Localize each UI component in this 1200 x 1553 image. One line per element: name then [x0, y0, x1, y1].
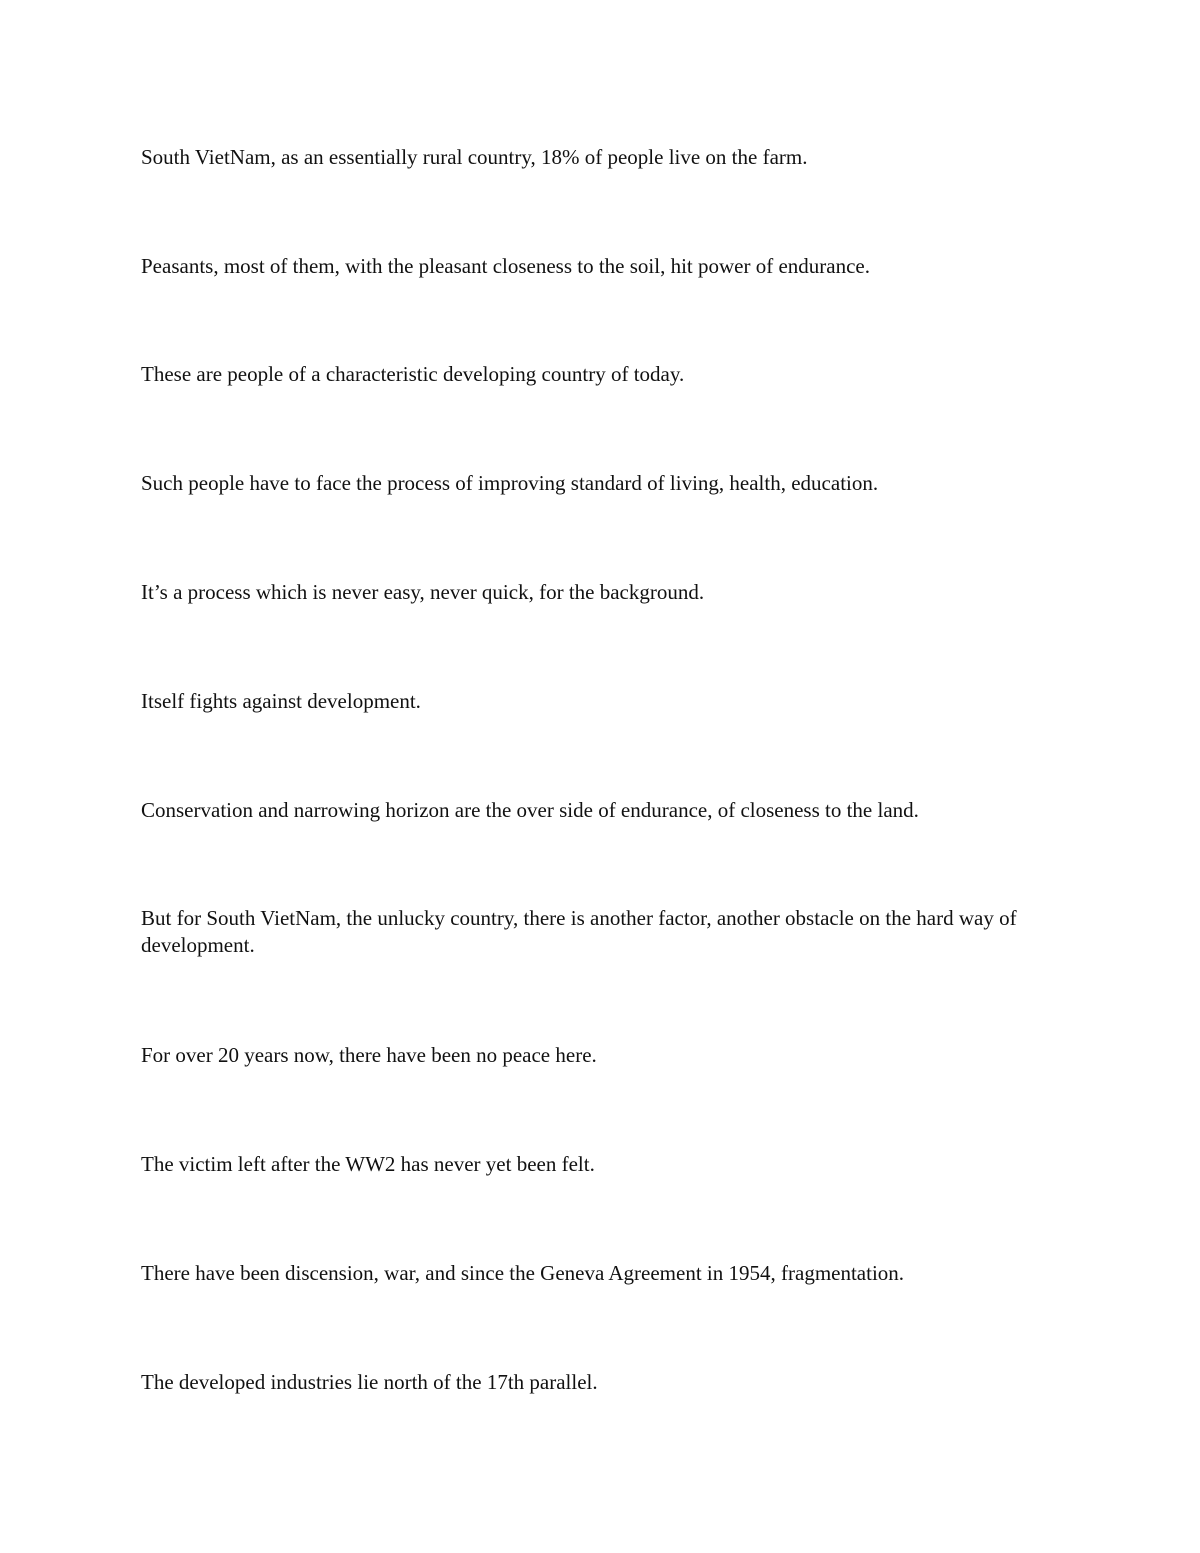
- paragraph: Such people have to face the process of improving standard of living, health, education.: [141, 471, 879, 495]
- paragraph: South VietNam, as an essentially rural country, 18% of people live on the farm.: [141, 145, 808, 169]
- paragraph: The victim left after the WW2 has never yet been felt.: [141, 1152, 595, 1176]
- paragraph: There have been discension, war, and since the Geneva Agreement in 1954, fragmentation.: [141, 1261, 905, 1285]
- paragraph: It’s a process which is never easy, never quick, for the background.: [141, 580, 705, 604]
- paragraph: These are people of a characteristic developing country of today.: [141, 362, 685, 386]
- paragraph: Itself fights against development.: [141, 689, 421, 713]
- paragraph: For over 20 years now, there have been no peace here.: [141, 1043, 597, 1067]
- paragraph: The developed industries lie north of the 17th parallel.: [141, 1370, 598, 1394]
- paragraph: Conservation and narrowing horizon are the over side of endurance, of closeness to the land.: [141, 798, 919, 822]
- paragraph: Peasants, most of them, with the pleasant closeness to the soil, hit power of endurance.: [141, 254, 871, 278]
- paragraph: But for South VietNam, the unlucky country, there is another factor, another obstacle on the hard way of development.: [141, 906, 1017, 957]
